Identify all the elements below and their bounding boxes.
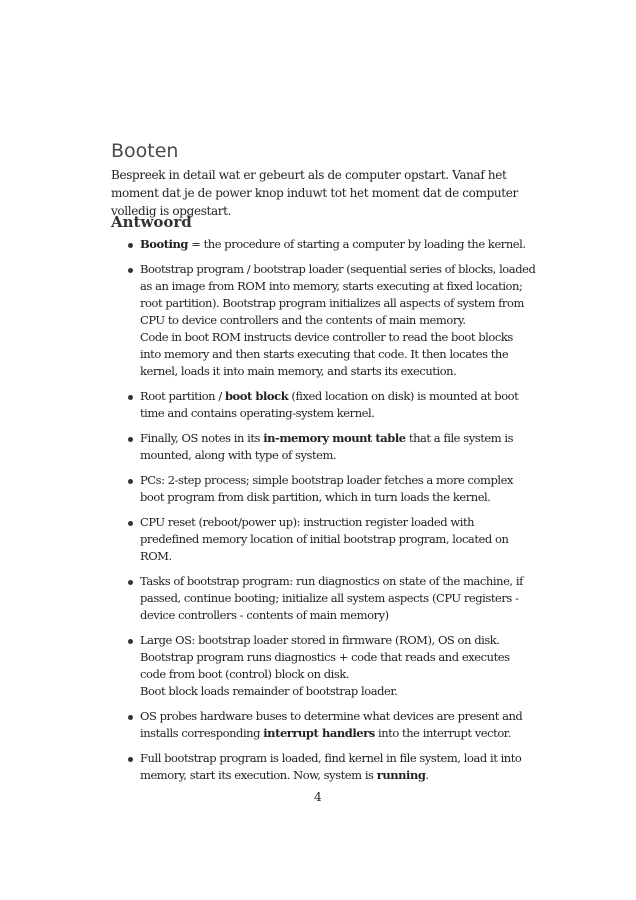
bullet-text: CPU reset (reboot/power up): instruction register loaded with predefined memory location of initial bootstrap program, located on ROM. <box>140 515 509 563</box>
bullet-tasks <box>111 573 536 624</box>
bullet-dot-icon <box>128 268 133 273</box>
bullet-text: . <box>425 768 429 782</box>
bullet-dot-icon <box>128 580 133 585</box>
bold-term: in-memory mount table <box>263 431 406 445</box>
bullet-bootstrap-program <box>111 261 536 380</box>
bullet-text: Code in boot ROM instructs device controller to read the boot blocks into memory and then starts executing that code. It then locates the kernel, loads it into main memory, and starts its execution. <box>140 330 513 378</box>
bullet-large-os <box>111 632 536 700</box>
bullet-text: Boot block loads remainder of bootstrap loader. <box>140 684 398 698</box>
bold-term: interrupt handlers <box>263 726 375 740</box>
bullet-root-partition <box>111 388 536 422</box>
page-number: 4 <box>314 790 322 804</box>
bullet-full-bootstrap <box>111 750 536 784</box>
bullet-mount-table <box>111 430 536 464</box>
bullet-text: Bootstrap program runs diagnostics + code that reads and executes code from boot (control) block on disk. <box>140 650 510 681</box>
bullet-dot-icon <box>128 757 133 762</box>
bullet-text: = the procedure of starting a computer by loading the kernel. <box>188 237 526 251</box>
question-text: Bespreek in detail wat er gebeurt als de computer opstart. Vanaf het moment dat je de power knop induwt tot het moment dat de computer volledig is opgestart. <box>111 168 518 218</box>
bullet-dot-icon <box>128 521 133 526</box>
bullet-os-probes <box>111 708 536 742</box>
bullet-text: Large OS: bootstrap loader stored in firmware (ROM), OS on disk. <box>140 633 500 647</box>
bullet-pcs <box>111 472 536 506</box>
bullet-text: PCs: 2-step process; simple bootstrap loader fetches a more complex boot program from disk partition, which in turn loads the kernel. <box>140 473 514 504</box>
bullet-dot-icon <box>128 715 133 720</box>
bullet-text: Full bootstrap program is loaded, find kernel in file system, load it into memory, start its execution. Now, system is <box>140 751 522 782</box>
bullet-cpu-reset <box>111 514 536 565</box>
bullet-text: Bootstrap program / bootstrap loader (sequential series of blocks, loaded as an image from ROM into memory, starts executing at fixed location; root partition). Bootstrap program initializes all aspects of system from CPU to device controllers and the contents of main memory. <box>140 262 536 327</box>
bullet-text: Tasks of bootstrap program: run diagnostics on state of the machine, if passed, continue booting; initialize all system aspects (CPU registers - device controllers - contents of main memory) <box>140 574 523 622</box>
bold-term: Booting <box>140 237 188 251</box>
bullet-text: that a file system is mounted, along with type of system. <box>140 431 514 462</box>
section-title: Booten <box>111 140 179 162</box>
bullet-text: (fixed location on disk) is mounted at boot time and contains operating-system kernel. <box>140 389 519 420</box>
bullet-booting <box>111 236 536 253</box>
bold-term: boot block <box>224 389 289 403</box>
bullet-dot-icon <box>128 395 133 400</box>
bullet-dot-icon <box>128 639 133 644</box>
bullet-text: into the interrupt vector. <box>374 726 511 740</box>
bullet-dot-icon <box>128 479 133 484</box>
bullet-text: Finally, OS notes in its <box>140 431 264 445</box>
bullet-dot-icon <box>128 243 133 248</box>
bold-term: running <box>376 768 426 782</box>
answer-heading: Antwoord <box>111 213 192 231</box>
bullet-text: Root partition / <box>140 389 225 403</box>
bullet-dot-icon <box>128 437 133 442</box>
bullet-text: OS probes hardware buses to determine what devices are present and installs corresponding <box>140 709 523 740</box>
answer-bullet-list <box>111 236 536 792</box>
